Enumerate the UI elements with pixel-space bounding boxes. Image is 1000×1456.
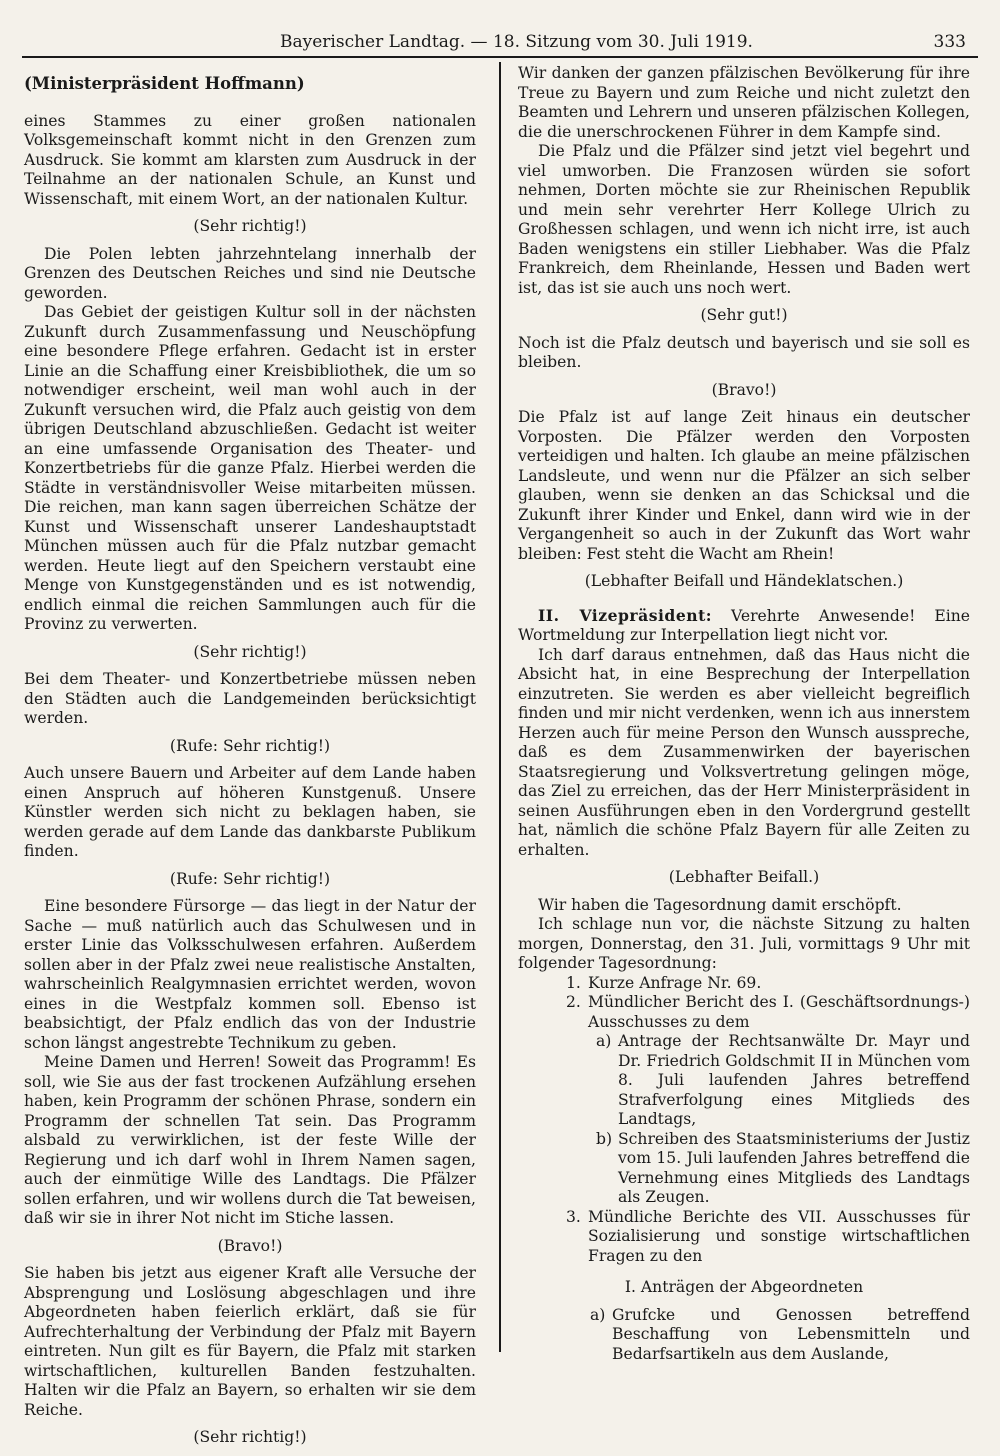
paragraph: Wir danken der ganzen pfälzischen Bevölkerung für ihre Treue zu Bayern und zum Reiche und nicht zuletzt den Beamten und Lehrern und unseren pfälzischen Kollegen, die die unerschrockenen Führer in dem Kampfe sind. bbox=[518, 64, 970, 141]
right-column bbox=[518, 64, 970, 1364]
agenda-item bbox=[566, 993, 970, 1032]
interjection: (Sehr gut!) bbox=[700, 306, 788, 324]
interjection: (Sehr richtig!) bbox=[193, 217, 307, 235]
interjection: (Bravo!) bbox=[217, 1236, 283, 1255]
agenda-subitem bbox=[590, 1306, 970, 1365]
agenda-text: Kurze Anfrage Nr. 69. bbox=[588, 973, 762, 992]
paragraph: Meine Damen und Herren! Soweit das Programm! Es soll, wie Sie aus der fast trockenen Aufzählung ersehen haben, kein Programm der schönen Phrase, sondern ein Programm der schnellen Tat sein. Das Programm alsbald zu verwirklichen, ist der feste Wille der Regierung und ich darf wohl in Ihrem Namen sagen, auch der einmütige Wille des Landtags. Die Pfälzer sollen erfahren, und wir wollens durch die Tat beweisen, daß wir sie in ihrer Not nicht im Stiche lassen. bbox=[24, 1053, 476, 1227]
agenda-number: 3. bbox=[566, 1207, 581, 1226]
agenda-heading: I. Anträgen der Abgeordneten bbox=[624, 1278, 864, 1296]
agenda-text: Mündlicher Bericht des I. (Geschäftsordnungs-) Ausschusses zu dem bbox=[588, 993, 970, 1031]
paragraph: Bei dem Theater- und Konzertbetriebe müssen neben den Städten auch die Landgemeinden berücksichtigt werden. bbox=[24, 670, 476, 727]
interjection: (Sehr richtig!) bbox=[193, 642, 307, 661]
speaker-label: II. Vizepräsident: bbox=[538, 605, 713, 625]
agenda-sub-number: a) bbox=[590, 1305, 606, 1324]
interjection: (Lebhafter Beifall.) bbox=[668, 868, 820, 886]
interjection: (Rufe: Sehr richtig!) bbox=[169, 736, 331, 755]
agenda-sub-number: b) bbox=[596, 1129, 613, 1148]
agenda-list bbox=[566, 974, 970, 1267]
interjection: (Sehr richtig!) bbox=[193, 1428, 307, 1446]
agenda-text: Mündliche Berichte des VII. Ausschusses für Sozialisierung und sonstige wirtschaftlichen Fragen zu den bbox=[588, 1207, 970, 1265]
agenda-subitem bbox=[596, 1130, 970, 1208]
paragraph bbox=[518, 606, 970, 646]
speaker-label: (Ministerpräsident Hoffmann) bbox=[24, 74, 305, 93]
paragraph: Ich schlage nun vor, die nächste Sitzung zu halten morgen, Donnerstag, den 31. Juli, vormittags 9 Uhr mit folgender Tagesordnung: bbox=[518, 915, 970, 972]
agenda-sub-text: Antrage der Rechtsanwälte Dr. Mayr und Dr. Friedrich Goldschmit II in München vom 8. Juli laufenden Jahres betreffend Strafverfolgung eines Mitglieds des Landtags, bbox=[618, 1032, 970, 1128]
left-column bbox=[24, 64, 476, 1456]
paragraph: Die Pfalz und die Pfälzer sind jetzt viel begehrt und viel umworben. Die Franzosen würden sie sofort nehmen, Dorten möchte sie zur Rheinischen Republik und mein sehr verehrter Herr Kollege Ulrich zu Großhessen schlagen, und wenn ich nicht irre, ist auch Baden wenigstens ein stiller Liebhaber. Was die Pfalz Frankreich, dem Rheinlande, Hessen und Baden wert ist, das ist sie auch uns noch wert. bbox=[518, 142, 970, 297]
agenda-number: 1. bbox=[566, 973, 581, 992]
running-title: Bayerischer Landtag. — 18. Sitzung vom 30. Juli 1919. bbox=[280, 32, 753, 52]
paragraph: Wir haben die Tagesordnung damit erschöpft. bbox=[538, 895, 902, 914]
agenda-number: 2. bbox=[566, 993, 581, 1011]
paragraph: Ich darf daraus entnehmen, daß das Haus nicht die Absicht hat, in eine Besprechung der Interpellation einzutreten. Sie werden es aber vielleicht begreiflich finden und mir nicht verdenken, wenn ich aus innerstem Herzen auch für meine Person den Wunsch ausspreche, daß es dem Zusammenwirken der bayerischen Staatsregierung und Volksvertretung gelingen möge, das Ziel zu erreichen, das der Herr Ministerpräsident in seinen Ausführungen eben in den Vordergrund gestellt hat, nämlich die schöne Pfalz Bayern für alle Zeiten zu erhalten. bbox=[518, 645, 970, 859]
paragraph: eines Stammes zu einer großen nationalen Volksgemeinschaft kommt nicht in den Grenzen zum Ausdruck. Sie kommt am klarsten zum Ausdruck in der Teilnahme an der nationalen Schule, an Kunst und Wissenschaft, mit einem Wort, an der nationalen Kultur. bbox=[24, 111, 476, 208]
paragraph: Sie haben bis jetzt aus eigener Kraft alle Versuche der Absprengung und Loslösung abgeschlagen und ihre Abgeordneten haben feierlich erklärt, daß sie für Aufrechterhaltung der Verbindung der Pfalz mit Bayern eintreten. Nun gilt es für Bayern, die Pfalz mit starken wirtschaftlichen, kulturellen Banden festzuhalten. Halten wir die Pfalz an Bayern, so erhalten wir sie dem Reiche. bbox=[24, 1264, 476, 1419]
interjection: (Bravo!) bbox=[711, 380, 777, 399]
paragraph: Die Pfalz ist auf lange Zeit hinaus ein deutscher Vorposten. Die Pfälzer werden den Vorposten verteidigen und halten. Ich glaube an meine pfälzischen Landsleute, und wenn nur die Pfälzer an sich selber glauben, wenn sie denken an das Schicksal und die Zukunft ihrer Kinder und Enkel, dann wird wie in der Vergangenheit so auch in der Zukunft das Wort wahr bleiben: Fest steht die Wacht am Rhein! bbox=[518, 408, 970, 563]
agenda-subitem bbox=[596, 1032, 970, 1130]
paragraph: Auch unsere Bauern und Arbeiter auf dem Lande haben einen Anspruch auf höheren Kunstgenuß. Unsere Künstler werden sich nicht zu beklagen haben, sie werden gerade auf dem Lande das dankbarste Publikum finden. bbox=[24, 764, 476, 860]
paragraph: Das Gebiet der geistigen Kultur soll in der nächsten Zukunft durch Zusammenfassung und Neuschöpfung eine besondere Pflege erfahren. Gedacht ist in erster Linie an die Schaffung einer Kreisbibliothek, die um so notwendiger erscheint, weil man wohl auch in der Zukunft versuchen wird, die Pfalz auch geistig von dem übrigen Deutschland abzuschließen. Gedacht ist weiter an eine umfassende Organisation des Theater- und Konzertbetriebs für die ganze Pfalz. Hierbei werden die Städte in verständnisvoller Weise mitarbeiten müssen. Die reichen, man kann sagen überreichen Schätze der Kunst und Wissenschaft unserer Landeshauptstadt München müssen auch für die Pfalz nutzbar gemacht werden. Heute liegt auf den Speichern verstaubt eine Menge von Kunstgegenständen und es ist notwendig, endlich einmal die reichen Sammlungen auch für die Provinz zu verwerten. bbox=[24, 303, 476, 633]
agenda-sub-text: Grufcke und Genossen betreffend Beschaffung von Lebensmitteln und Bedarfsartikeln aus dem Auslande, bbox=[612, 1305, 970, 1363]
paragraph: Eine besondere Fürsorge — das liegt in der Natur der Sache — muß natürlich auch das Schulwesen und in erster Linie das Volksschulwesen erfahren. Außerdem sollen aber in der Pfalz zwei neue realistische Anstalten, wahrscheinlich Realgymnasien errichtet werden, wovon eines in die Westpfalz kommen soll. Ebenso ist beabsichtigt, der Pfalz endlich das von der Industrie schon längst angestrebte Technikum zu geben. bbox=[24, 897, 476, 1052]
paragraph: Noch ist die Pfalz deutsch und bayerisch und sie soll es bleiben. bbox=[518, 333, 970, 371]
agenda-sub-text: Schreiben des Staatsministeriums der Justiz vom 15. Juli laufenden Jahres betreffend die Vernehmung eines Mitglieds des Landtags als Zeugen. bbox=[618, 1129, 970, 1206]
page-number: 333 bbox=[933, 32, 966, 52]
speech-text: Verehrte Anwesende! Eine Wortmeldung zur Interpellation liegt nicht vor. bbox=[518, 606, 970, 644]
interjection: (Rufe: Sehr richtig!) bbox=[169, 869, 331, 888]
page-header bbox=[22, 30, 978, 58]
interjection: (Lebhafter Beifall und Händeklatschen.) bbox=[584, 572, 904, 590]
column-divider bbox=[499, 62, 501, 1352]
agenda-item bbox=[566, 1208, 970, 1267]
agenda-sub-number: a) bbox=[596, 1032, 612, 1050]
agenda-item bbox=[566, 974, 970, 994]
paragraph: Die Polen lebten jahrzehntelang innerhalb der Grenzen des Deutschen Reiches und sind nie Deutsche geworden. bbox=[24, 244, 476, 302]
